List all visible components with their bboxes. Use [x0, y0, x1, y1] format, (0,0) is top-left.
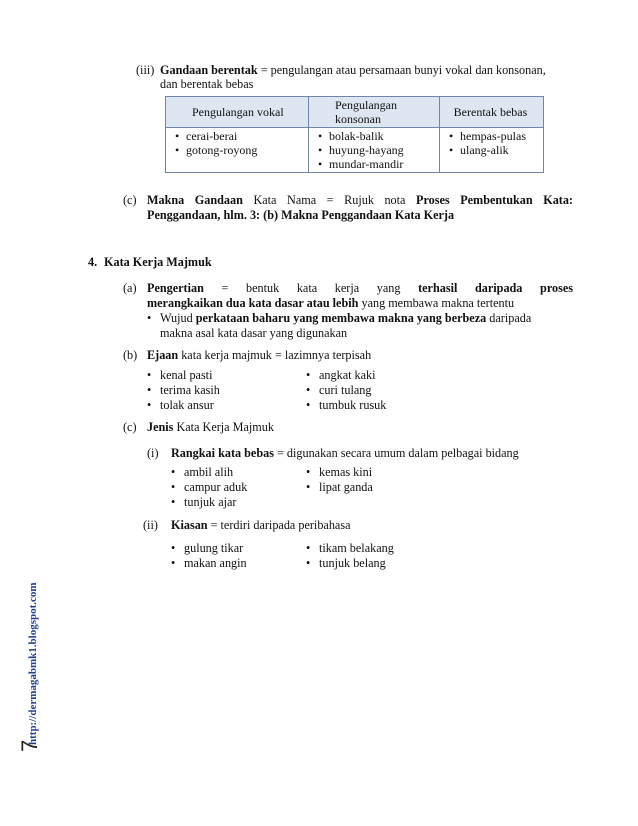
list-item: • curi tulang: [319, 383, 371, 398]
list-item: • tikam belakang: [319, 541, 394, 556]
gandaan-label: (iii): [136, 63, 155, 77]
list-item: • kenal pasti: [160, 368, 212, 383]
list-item: • lipat ganda: [319, 480, 373, 495]
list-item: • huyung-hayang: [315, 143, 435, 157]
b-text: Ejaan kata kerja majmuk = lazimnya terpisah: [147, 348, 372, 362]
list-item: • tolak ansur: [160, 398, 214, 413]
page-number: 7: [17, 739, 42, 752]
b-label: (b): [123, 348, 138, 362]
list-item: • gotong-royong: [172, 143, 304, 157]
list-item: • tumbuk rusuk: [319, 398, 386, 413]
a-label: (a): [123, 281, 137, 295]
table-cell: [166, 128, 309, 173]
list-item: • mundar-mandir: [315, 157, 435, 171]
a-text: Pengertian = bentuk kata kerja yang terhasil daripada proses: [147, 281, 573, 295]
ii-text: Kiasan = terdiri daripada peribahasa: [171, 518, 351, 532]
side-url[interactable]: http://dermagabmk1.blogspot.com: [27, 582, 39, 745]
i-label: (i): [147, 446, 159, 460]
ii-label: (ii): [143, 518, 158, 532]
table-header: Berentak bebas: [440, 97, 544, 128]
list-item: • campur aduk: [184, 480, 247, 495]
a-text-2: merangkaikan dua kata dasar atau lebih yang membawa makna tertentu: [147, 296, 515, 310]
makna-text: Makna Gandaan Kata Nama = Rujuk nota Proses Pembentukan Kata:: [147, 193, 573, 207]
makna-label: (c): [123, 193, 137, 207]
table-header: Pengulangan vokal: [166, 97, 309, 128]
list-item: • gulung tikar: [184, 541, 243, 556]
table-cell: [440, 128, 544, 173]
list-item: • bolak-balik: [315, 129, 435, 143]
gandaan-definition: Gandaan berentak = pengulangan atau persamaan bunyi vokal dan konsonan,: [160, 63, 546, 77]
table-cell: [309, 128, 440, 173]
table-header: Pengulangan konsonan: [309, 97, 440, 128]
list-item: • cerai-berai: [172, 129, 304, 143]
list-item: • makan angin: [184, 556, 247, 571]
list-item: • terima kasih: [160, 383, 220, 398]
list-item: • tunjuk belang: [319, 556, 386, 571]
section-title: Kata Kerja Majmuk: [104, 255, 212, 269]
c-label: (c): [123, 420, 137, 434]
list-item: • ulang-alik: [446, 143, 539, 157]
list-item: • angkat kaki: [319, 368, 376, 383]
c-text: Jenis Kata Kerja Majmuk: [147, 420, 274, 434]
gandaan-definition-2: dan berentak bebas: [160, 77, 254, 91]
gandaan-table: [165, 96, 544, 173]
i-text: Rangkai kata bebas = digunakan secara umum dalam pelbagai bidang: [171, 446, 519, 460]
list-item: • hempas-pulas: [446, 129, 539, 143]
section-number: 4.: [88, 255, 98, 269]
list-item: • ambil alih: [184, 465, 233, 480]
makna-text-2: Penggandaan, hlm. 3: (b) Makna Penggandaan Kata Kerja: [147, 208, 455, 222]
a-sub-item-2: makna asal kata dasar yang digunakan: [160, 326, 348, 340]
list-item: • tunjuk ajar: [184, 495, 236, 510]
list-item: • kemas kini: [319, 465, 372, 480]
a-sub-item: • Wujud perkataan baharu yang membawa makna yang berbeza daripada: [160, 311, 531, 326]
